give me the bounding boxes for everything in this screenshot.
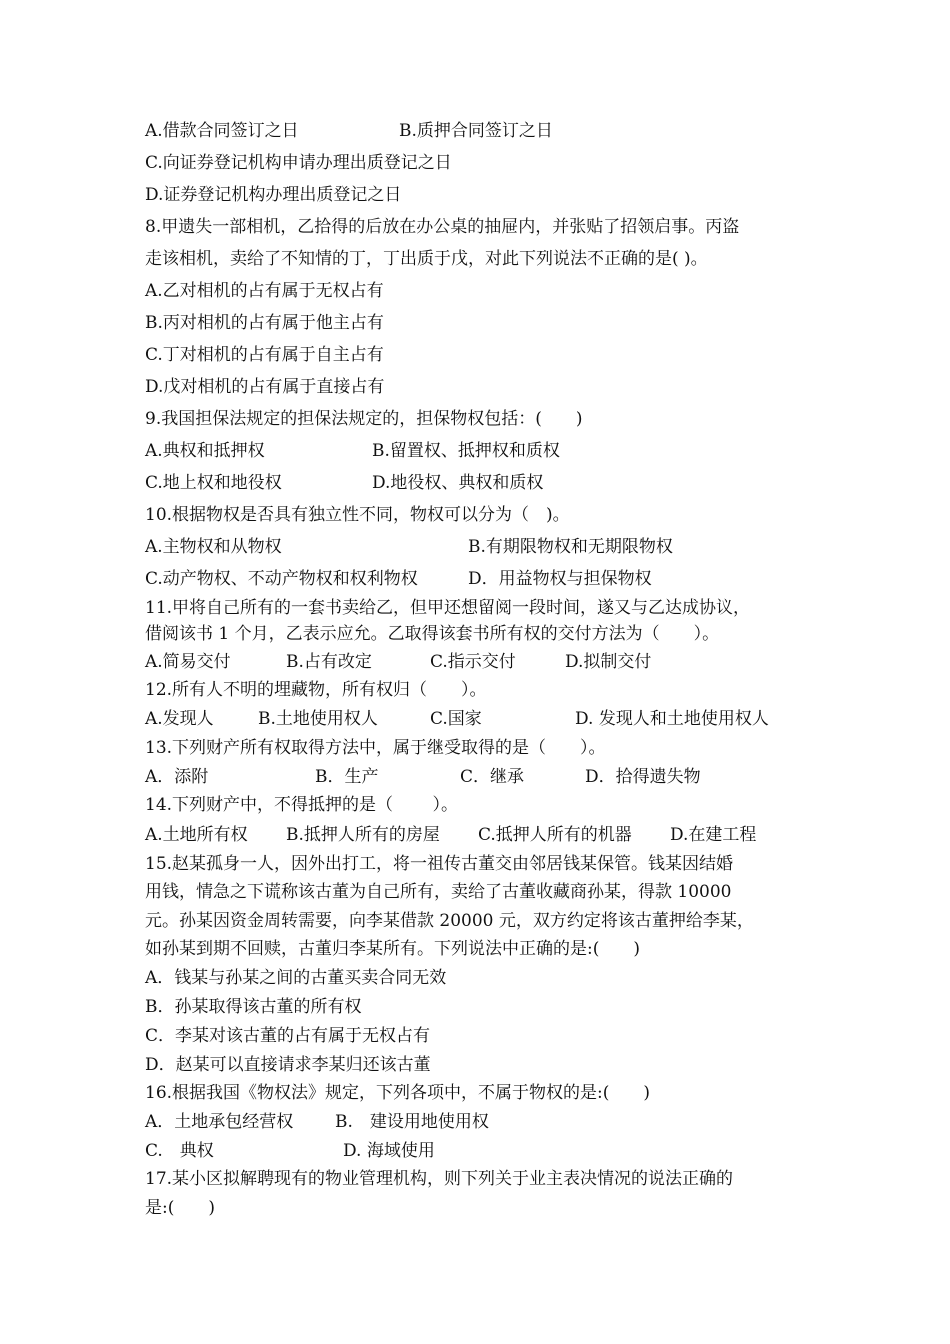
document-page: A.借款合同签订之日 B.质押合同签订之日 C.向证券登记机构申请办理出质登记之日 D.证券登记机构办理出质登记之日 8.甲遗失一部相机，乙拾得的后放在办公桌的抽屉内，并张贴了招领启事。丙盗 走该相机，卖给了不知情的丁，丁出质于戊，对此下列说法不正确的是( )。 A.乙对相机的占有属于无权占有 B.丙对相机的占有属于他主占有 C.丁对相机的占有属于自主占有 D.戊对相机的占有属于直接占有 9.我国担保法规定的担保法规定的，担保物权包括：( ) A.典权和抵押权 B.留置权、抵押权和质权 C.地上权和地役权 D.地役权、典权和质权 10.根据物权是否具有独立性不同，物权可以分为（ )。 A.主物权和从物权 B.有期限物权和无期限物权 C.动产物权、不动产物权和权利物权 D．用益物权与担保物权 11.甲将自己所有的一套书卖给乙，但甲还想留阅一段时间，遂又与乙达成协议， 借阅该书 1 个月，乙表示应允。乙取得该套书所有权的交付方法为（ ）。 A.简易交付 B.占有改定 C.指示交付 D.拟制交付 12.所有人不明的埋藏物，所有权归（ ）。 A.发现人 B.土地使用权人 C.国家 D. 发现人和土地使用权人 13.下列财产所有权取得方法中，属于继受取得的是（ ）。 A．添附 B．生产 C．继承 D．拾得遗失物 14.下列财产中，不得抵押的是（ ）。 A.土地所有权 B.抵押人所有的房屋 C.抵押人所有的机器 D.在建工程 15.赵某孤身一人，因外出打工，将一祖传古董交由邻居钱某保管。钱某因结婚 用钱，情急之下谎称该古董为自己所有，卖给了古董收藏商孙某，得款 10000 元。孙某因资金周转需要，向李某借款 20000 元，双方约定将该古董押给李某， 如孙某到期不回赎，古董归李某所有。下列说法中正确的是:( ) A．钱某与孙某之间的古董买卖合同无效 B．孙某取得该古董的所有权 C．李某对该古董的占有属于无权占有 D．赵某可以直接请求李某归还该古董 16.根据我国《物权法》规定，下列各项中，不属于物权的是:( ) A．土地承包经营权 B. 建设用地使用权 C. 典权 D. 海域使用 17.某小区拟解聘现有的物业管理机构，则下列关于业主表决情况的说法正确的 是:( ) bbox=[145, 121, 769, 1218]
